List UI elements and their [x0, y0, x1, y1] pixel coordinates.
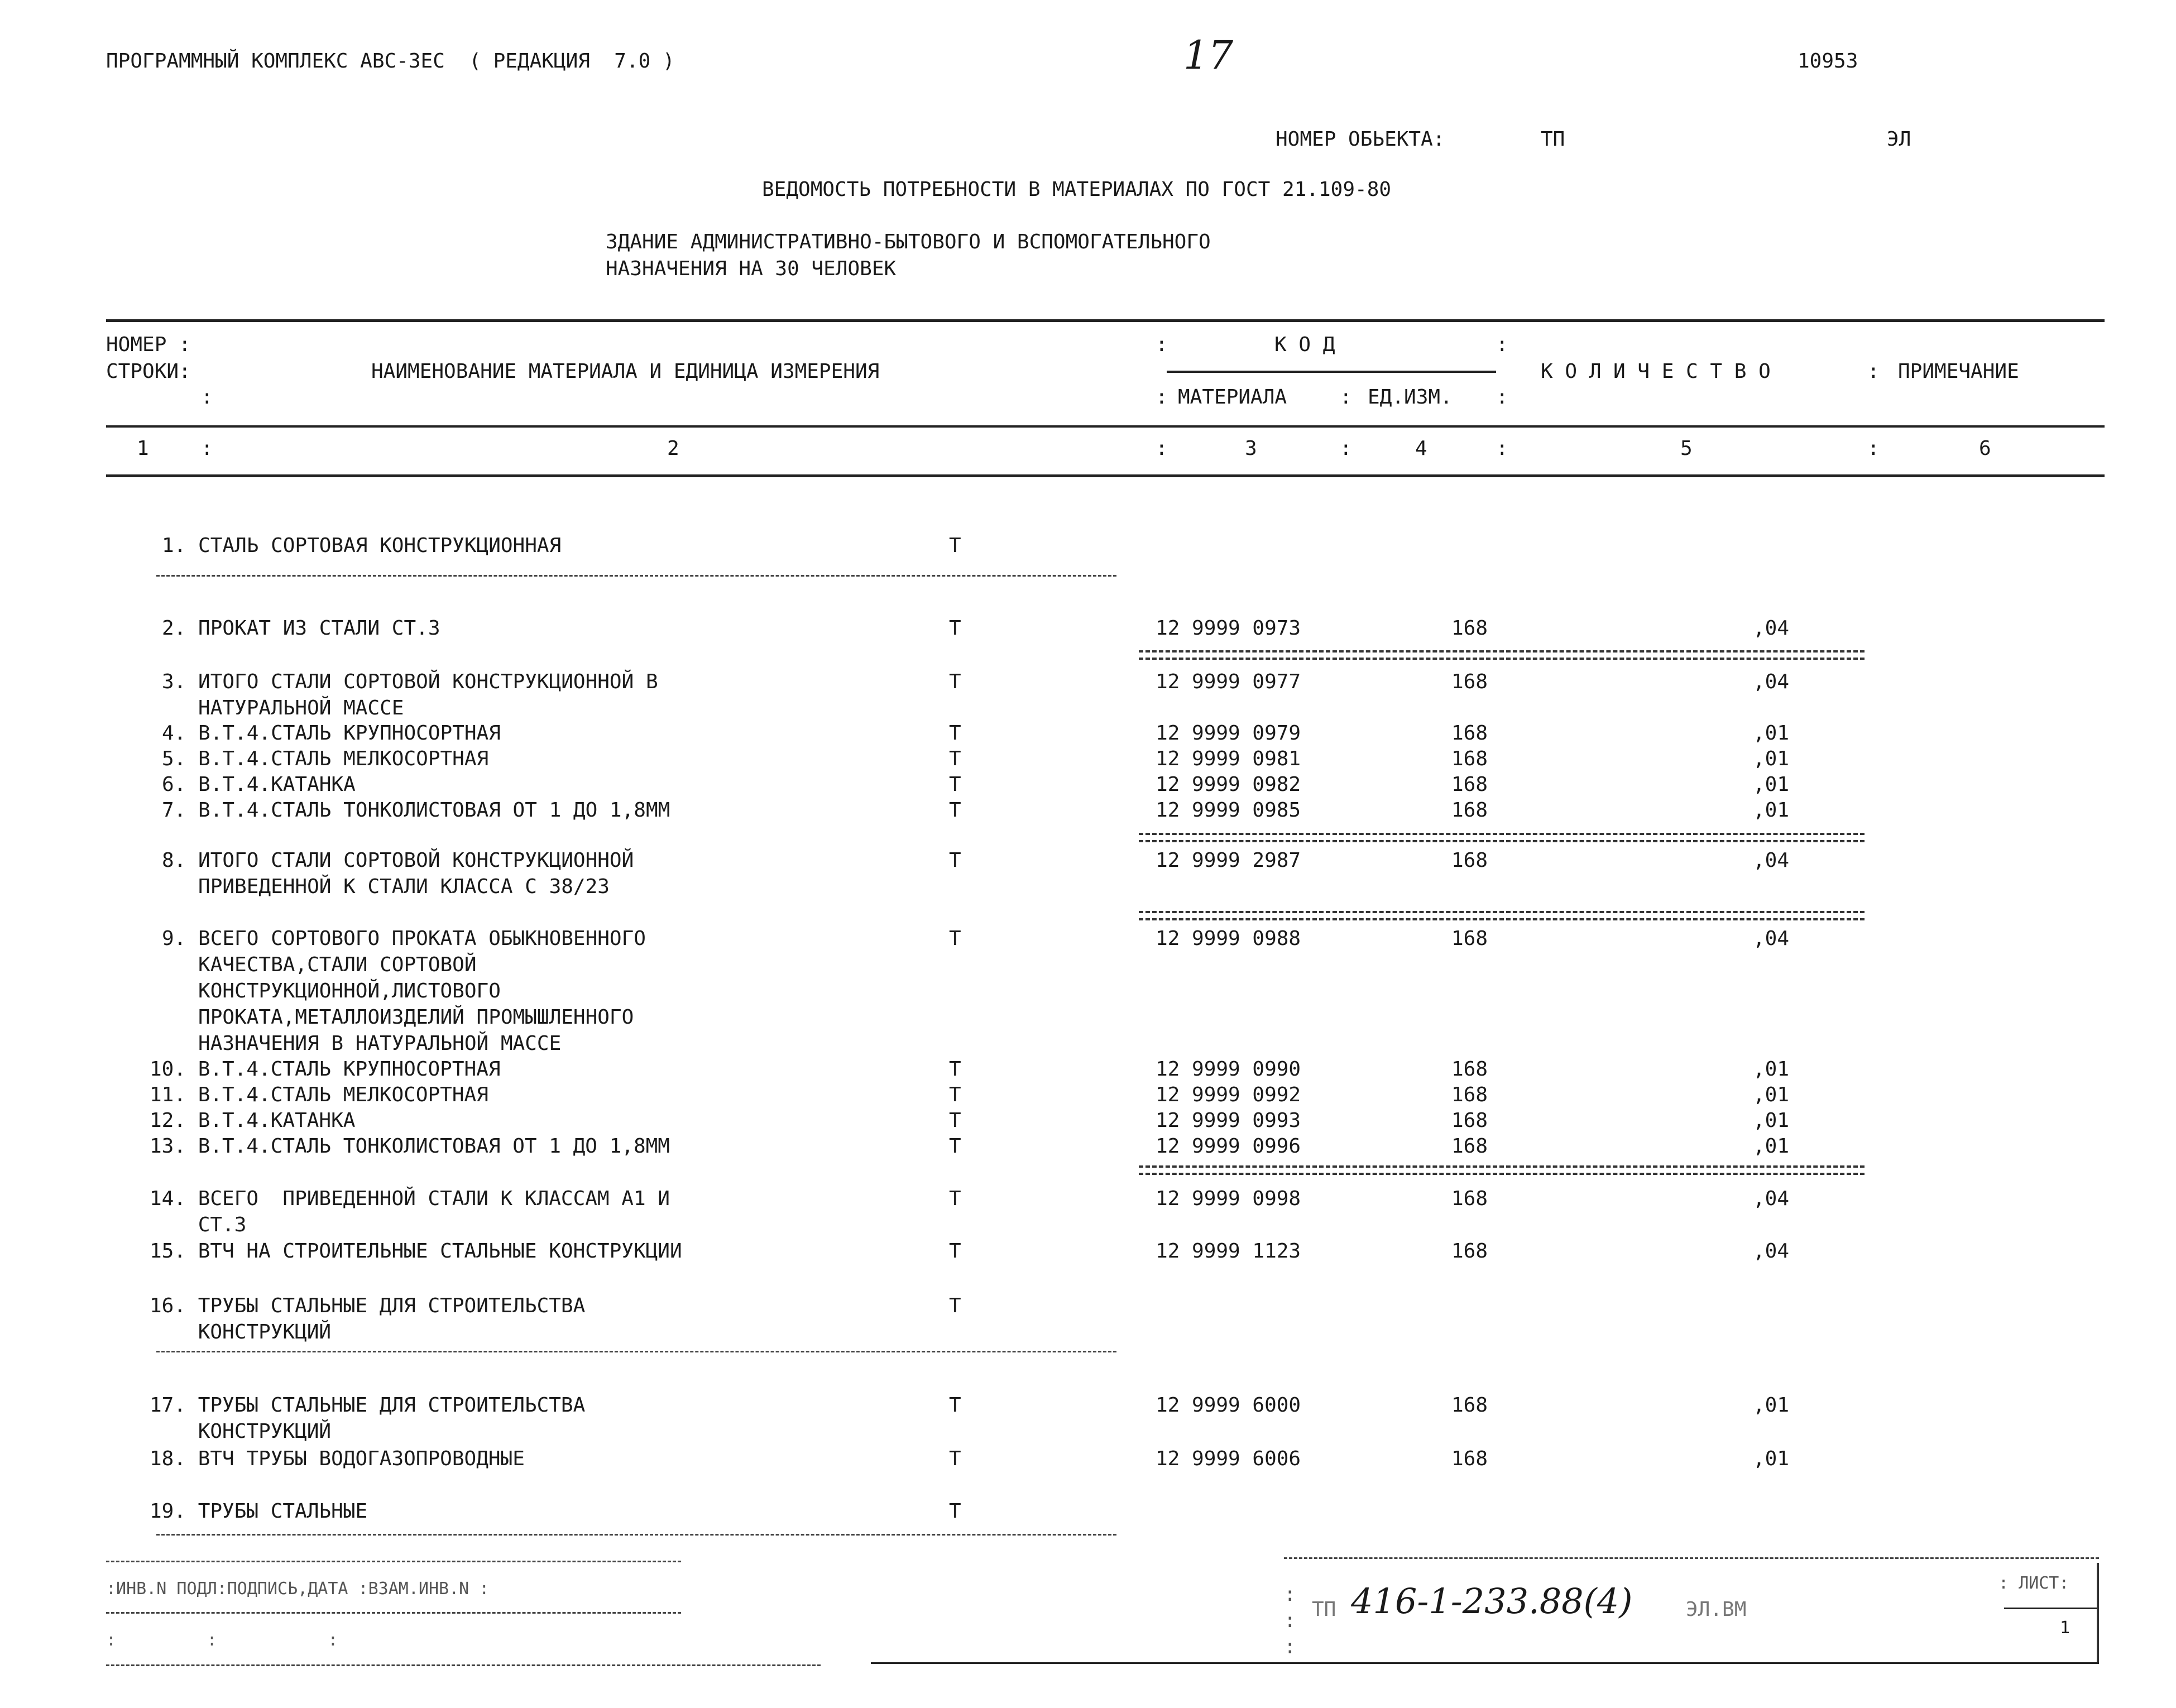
- column-number-6: 6: [1979, 437, 1991, 460]
- unit-code-cell: 168: [1451, 849, 1488, 872]
- material-name-line: СТ.3: [150, 1213, 247, 1236]
- unit-code-cell: 168: [1451, 670, 1488, 693]
- quantity-cell: ,04: [1753, 849, 1790, 872]
- unit-cell: Т: [949, 747, 961, 770]
- material-name-line: 5. В.Т.4.СТАЛЬ МЕЛКОСОРТНАЯ: [162, 747, 489, 770]
- footer-stamp-middle-rule: [106, 1612, 681, 1614]
- unit-cell: Т: [949, 1500, 961, 1523]
- unit-cell: Т: [949, 1447, 961, 1470]
- column-number-1: 1: [137, 437, 149, 460]
- total-separator: [1139, 1165, 1865, 1175]
- unit-cell: Т: [949, 1240, 961, 1263]
- footer-stamp-labels: :ИНВ.N ПОДЛ:ПОДПИСЬ,ДАТА :ВЗАМ.ИНВ.N :: [106, 1579, 490, 1599]
- column-number-separator-5: :: [1867, 437, 1880, 460]
- title-block-doc-prefix: ТП: [1312, 1598, 1336, 1621]
- total-separator: [1139, 650, 1865, 660]
- material-code-cell: 12 9999 0985: [1156, 799, 1301, 822]
- code-header-divider: [1167, 371, 1496, 373]
- material-name-line: 9. ВСЕГО СОРТОВОГО ПРОКАТА ОБЫКНОВЕННОГО: [162, 927, 646, 950]
- column-number-separator-4: :: [1496, 437, 1508, 460]
- quantity-cell: ,04: [1753, 927, 1790, 950]
- material-name-line: 15. ВТЧ НА СТРОИТЕЛЬНЫЕ СТАЛЬНЫЕ КОНСТРУКЦИИ: [150, 1240, 682, 1263]
- quantity-cell: ,01: [1753, 722, 1790, 745]
- code-material-header: МАТЕРИАЛА: [1178, 386, 1287, 409]
- material-name-line: 2. ПРОКАТ ИЗ СТАЛИ СТ.3: [162, 617, 440, 640]
- sheet-number: 1: [2060, 1618, 2070, 1638]
- material-code-cell: 12 9999 0988: [1156, 927, 1301, 950]
- document-title: ВЕДОМОСТЬ ПОТРЕБНОСТИ В МАТЕРИАЛАХ ПО ГОСТ 21.109-80: [762, 178, 1392, 201]
- material-code-cell: 12 9999 2987: [1156, 849, 1301, 872]
- sheet-box-divider: [2004, 1608, 2099, 1609]
- object-number-label: НОМЕР ОБЬЕКТА:: [1276, 128, 1445, 151]
- unit-code-cell: 168: [1451, 1447, 1488, 1470]
- quantity-cell: ,01: [1753, 1083, 1790, 1106]
- unit-cell: Т: [949, 1135, 961, 1158]
- unit-cell: Т: [949, 1294, 961, 1317]
- unit-cell: Т: [949, 927, 961, 950]
- unit-code-cell: 168: [1451, 1240, 1488, 1263]
- material-name-line: 11. В.Т.4.СТАЛЬ МЕЛКОСОРТНАЯ: [150, 1083, 488, 1106]
- title-block-bottom-rule: [871, 1662, 2099, 1664]
- material-code-cell: 12 9999 0990: [1156, 1058, 1301, 1081]
- unit-cell: Т: [949, 722, 961, 745]
- building-description-line-1: ЗДАНИЕ АДМИНИСТРАТИВНО-БЫТОВОГО И ВСПОМОГАТЕЛЬНОГО: [606, 231, 1211, 253]
- material-code-cell: 12 9999 0992: [1156, 1083, 1301, 1106]
- column-number-3: 3: [1245, 437, 1257, 460]
- unit-cell: Т: [949, 1187, 961, 1210]
- group-separator: [156, 1534, 1116, 1536]
- material-name-line: 10. В.Т.4.СТАЛЬ КРУПНОСОРТНАЯ: [150, 1058, 501, 1081]
- quantity-cell: ,04: [1753, 617, 1790, 640]
- material-name-line: 18. ВТЧ ТРУБЫ ВОДОГАЗОПРОВОДНЫЕ: [150, 1447, 525, 1470]
- unit-code-cell: 168: [1451, 1083, 1488, 1106]
- material-code-cell: 12 9999 0998: [1156, 1187, 1301, 1210]
- material-name-line: НАЗНАЧЕНИЯ В НАТУРАЛЬНОЙ МАССЕ: [162, 1032, 562, 1055]
- document-number: 10953: [1798, 50, 1858, 73]
- quantity-cell: ,01: [1753, 1394, 1790, 1417]
- row-number-header-line-1: НОМЕР :: [106, 333, 191, 356]
- material-name-line: ПРИВЕДЕННОЙ К СТАЛИ КЛАССА С 38/23: [162, 875, 610, 898]
- material-code-cell: 12 9999 6006: [1156, 1447, 1301, 1470]
- unit-code-cell: 168: [1451, 927, 1488, 950]
- material-code-cell: 12 9999 0973: [1156, 617, 1301, 640]
- material-code-cell: 12 9999 0982: [1156, 773, 1301, 796]
- material-name-line: 7. В.Т.4.СТАЛЬ ТОНКОЛИСТОВАЯ ОТ 1 ДО 1,8ММ: [162, 799, 670, 822]
- object-number-suffix: ЭЛ: [1887, 128, 1911, 151]
- note-header: ПРИМЕЧАНИЕ: [1898, 360, 2019, 383]
- group-separator: [156, 575, 1116, 577]
- row-number-header-line-2: СТРОКИ:: [106, 360, 191, 383]
- sheet-label: : ЛИСТ:: [1998, 1573, 2069, 1593]
- unit-code-cell: 168: [1451, 747, 1488, 770]
- unit-code-cell: 168: [1451, 799, 1488, 822]
- material-code-cell: 12 9999 0977: [1156, 670, 1301, 693]
- code-header: К О Д: [1274, 333, 1335, 356]
- material-name-line: 3. ИТОГО СТАЛИ СОРТОВОЙ КОНСТРУКЦИОННОЙ В: [162, 670, 658, 693]
- unit-code-cell: 168: [1451, 1109, 1488, 1132]
- unit-cell: Т: [949, 1083, 961, 1106]
- material-name-line: КОНСТРУКЦИЙ: [150, 1420, 332, 1443]
- quantity-cell: ,01: [1753, 1447, 1790, 1470]
- material-name-header: НАИМЕНОВАНИЕ МАТЕРИАЛА И ЕДИНИЦА ИЗМЕРЕНИЯ: [371, 360, 880, 383]
- title-block-colons: : : :: [1284, 1583, 1296, 1658]
- code-unit-header: ЕД.ИЗМ.: [1368, 386, 1453, 409]
- material-name-line: КОНСТРУКЦИЙ: [150, 1321, 332, 1344]
- code-header-colon-right: :: [1496, 333, 1508, 356]
- unit-cell: Т: [949, 534, 961, 557]
- unit-code-cell: 168: [1451, 1058, 1488, 1081]
- unit-code-cell: 168: [1451, 1187, 1488, 1210]
- footer-stamp-bottom-rule: [106, 1664, 821, 1666]
- material-name-line: 8. ИТОГО СТАЛИ СОРТОВОЙ КОНСТРУКЦИОННОЙ: [162, 849, 634, 872]
- material-name-line: 12. В.Т.4.КАТАНКА: [150, 1109, 356, 1132]
- unit-cell: Т: [949, 670, 961, 693]
- material-name-line: 16. ТРУБЫ СТАЛЬНЫЕ ДЛЯ СТРОИТЕЛЬСТВА: [150, 1294, 586, 1317]
- quantity-cell: ,01: [1753, 1058, 1790, 1081]
- material-code-cell: 12 9999 6000: [1156, 1394, 1301, 1417]
- material-name-line: 6. В.Т.4.КАТАНКА: [162, 773, 356, 796]
- total-separator: [1139, 911, 1865, 920]
- material-name-line: 13. В.Т.4.СТАЛЬ ТОНКОЛИСТОВАЯ ОТ 1 ДО 1,8ММ: [150, 1135, 670, 1158]
- column-number-5: 5: [1680, 437, 1693, 460]
- title-block-top-rule: [1284, 1557, 2099, 1559]
- unit-cell: Т: [949, 849, 961, 872]
- unit-cell: Т: [949, 1394, 961, 1417]
- column-numbers-top-rule: [106, 425, 2105, 428]
- code-material-colon: :: [1156, 386, 1168, 409]
- material-code-cell: 12 9999 0993: [1156, 1109, 1301, 1132]
- quantity-cell: ,01: [1753, 1135, 1790, 1158]
- quantity-cell: ,01: [1753, 747, 1790, 770]
- page-number-handwritten: 17: [1183, 32, 1234, 78]
- material-code-cell: 12 9999 0979: [1156, 722, 1301, 745]
- unit-cell: Т: [949, 1109, 961, 1132]
- table-header-bottom-rule: [106, 474, 2105, 477]
- material-name-line: 17. ТРУБЫ СТАЛЬНЫЕ ДЛЯ СТРОИТЕЛЬСТВА: [150, 1394, 586, 1417]
- code-unit-colon: :: [1340, 386, 1352, 409]
- material-name-line: КОНСТРУКЦИОННОЙ,ЛИСТОВОГО: [162, 980, 501, 1002]
- quantity-cell: ,01: [1753, 1109, 1790, 1132]
- material-code-cell: 12 9999 0981: [1156, 747, 1301, 770]
- footer-stamp-cell-dividers: : : :: [106, 1630, 338, 1650]
- material-name-line: 14. ВСЕГО ПРИВЕДЕННОЙ СТАЛИ К КЛАССАМ А1 И: [150, 1187, 670, 1210]
- unit-code-cell: 168: [1451, 617, 1488, 640]
- quantity-header: К О Л И Ч Е С Т В О: [1541, 360, 1771, 383]
- column-number-4: 4: [1415, 437, 1427, 460]
- material-name-line: КАЧЕСТВА,СТАЛИ СОРТОВОЙ: [162, 953, 477, 976]
- unit-cell: Т: [949, 799, 961, 822]
- quantity-cell: ,04: [1753, 1187, 1790, 1210]
- column-number-separator-3: :: [1340, 437, 1352, 460]
- title-block-doc-number-handwritten: 416-1-233.88(4): [1351, 1581, 1633, 1621]
- note-header-colon: :: [1867, 360, 1880, 383]
- footer-stamp-top-rule: [106, 1561, 681, 1562]
- quantity-cell: ,04: [1753, 670, 1790, 693]
- unit-code-cell: 168: [1451, 1394, 1488, 1417]
- unit-code-cell: 168: [1451, 1135, 1488, 1158]
- object-number-value: ТП: [1541, 128, 1565, 151]
- quantity-cell: ,04: [1753, 1240, 1790, 1263]
- program-header: ПРОГРАММНЫЙ КОМПЛЕКС АВС-3ЕС ( РЕДАКЦИЯ 7.0 ): [106, 50, 675, 73]
- material-code-cell: 12 9999 0996: [1156, 1135, 1301, 1158]
- material-name-line: 1. СТАЛЬ СОРТОВАЯ КОНСТРУКЦИОННАЯ: [162, 534, 562, 557]
- quantity-cell: ,01: [1753, 799, 1790, 822]
- material-name-line: 19. ТРУБЫ СТАЛЬНЫЕ: [150, 1500, 368, 1523]
- sheet-box-right-border: [2097, 1563, 2099, 1663]
- column-number-2: 2: [667, 437, 679, 460]
- unit-cell: Т: [949, 1058, 961, 1081]
- code-unit-colon-right: :: [1496, 386, 1508, 409]
- material-name-line: ПРОКАТА,МЕТАЛЛОИЗДЕЛИЙ ПРОМЫШЛЕННОГО: [162, 1006, 634, 1029]
- material-name-line: 4. В.Т.4.СТАЛЬ КРУПНОСОРТНАЯ: [162, 722, 501, 745]
- table-top-rule: [106, 319, 2105, 322]
- unit-code-cell: 168: [1451, 773, 1488, 796]
- quantity-cell: ,01: [1753, 773, 1790, 796]
- material-code-cell: 12 9999 1123: [1156, 1240, 1301, 1263]
- row-number-header-colon: :: [201, 386, 213, 409]
- total-separator: [1139, 833, 1865, 842]
- code-header-colon-left: :: [1156, 333, 1168, 356]
- column-number-separator-2: :: [1156, 437, 1168, 460]
- title-block-doc-suffix: ЭЛ.ВМ: [1686, 1598, 1747, 1621]
- unit-cell: Т: [949, 617, 961, 640]
- building-description-line-2: НАЗНАЧЕНИЯ НА 30 ЧЕЛОВЕК: [606, 257, 897, 280]
- column-number-separator-1: :: [201, 437, 213, 460]
- material-name-line: НАТУРАЛЬНОЙ МАССЕ: [162, 697, 404, 719]
- unit-cell: Т: [949, 773, 961, 796]
- unit-code-cell: 168: [1451, 722, 1488, 745]
- group-separator: [156, 1351, 1116, 1352]
